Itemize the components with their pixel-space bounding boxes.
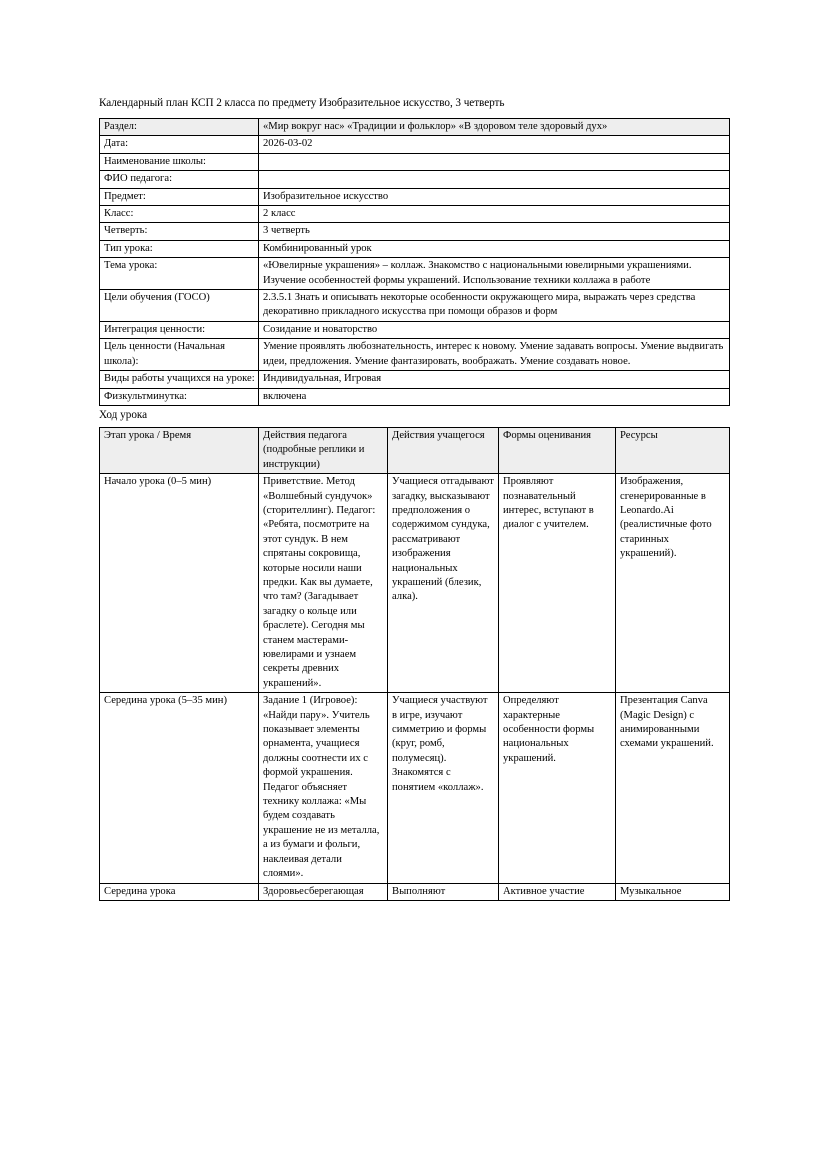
info-row-label: Дата: bbox=[100, 136, 259, 153]
table-row bbox=[100, 883, 730, 900]
table-row bbox=[100, 290, 730, 322]
lesson-info-table bbox=[99, 118, 730, 406]
table-row bbox=[100, 321, 730, 338]
table-row bbox=[100, 388, 730, 405]
info-row-label: Раздел: bbox=[100, 119, 259, 136]
column-header: Этап урока / Время bbox=[100, 427, 259, 473]
info-row-value: 2.3.5.1 Знать и описывать некоторые особенности окружающего мира, выражать через средства декоративно прикладного искусства при помощи образов и форм bbox=[259, 290, 730, 322]
teacher-actions-cell: Здоровьесберегающая bbox=[259, 883, 388, 900]
info-row-label: Предмет: bbox=[100, 188, 259, 205]
resources-cell: Музыкальное bbox=[616, 883, 730, 900]
lesson-flow-table bbox=[99, 427, 730, 901]
table-row bbox=[100, 223, 730, 240]
lesson-flow-label: Ход урока bbox=[99, 408, 148, 421]
info-row-label: Тема урока: bbox=[100, 258, 259, 290]
table-row bbox=[100, 474, 730, 693]
info-row-label: Физкультминутка: bbox=[100, 388, 259, 405]
table-row bbox=[100, 188, 730, 205]
table-row bbox=[100, 136, 730, 153]
info-row-value: Индивидуальная, Игровая bbox=[259, 371, 730, 388]
student-actions-cell: Выполняют bbox=[388, 883, 499, 900]
stage-cell: Начало урока (0–5 мин) bbox=[100, 474, 259, 693]
info-row-label: Цель ценности (Начальная школа): bbox=[100, 339, 259, 371]
info-row-label: Класс: bbox=[100, 206, 259, 223]
table-row bbox=[100, 171, 730, 188]
table-row bbox=[100, 693, 730, 883]
info-row-value: Созидание и новаторство bbox=[259, 321, 730, 338]
teacher-actions-cell: Задание 1 (Игровое): «Найди пару». Учитель показывает элементы орнамента, учащиеся должны соотнести их с формой украшения. Педагог объясняет технику коллажа: «Мы будем создавать украшение не из металла, а из бумаги и фольги, наклеивая детали слоями». bbox=[259, 693, 388, 883]
info-row-value: «Мир вокруг нас» «Традиции и фольклор» «В здоровом теле здоровый дух» bbox=[259, 119, 730, 136]
assessment-forms-cell: Проявляют познавательный интерес, вступают в диалог с учителем. bbox=[499, 474, 616, 693]
info-row-value: включена bbox=[259, 388, 730, 405]
document-page bbox=[99, 96, 729, 901]
info-row-value bbox=[259, 153, 730, 170]
page-title: Календарный план КСП 2 класса по предмету Изобразительное искусство, 3 четверть bbox=[99, 97, 505, 109]
info-row-value: «Ювелирные украшения» – коллаж. Знакомство с национальными ювелирными украшениями. Изучение особенностей формы украшений. Использование техники коллажа в работе bbox=[259, 258, 730, 290]
resources-cell: Изображения, сгенерированные в Leonardo.Ai (реалистичные фото старинных украшений). bbox=[616, 474, 730, 693]
info-row-label: Виды работы учащихся на уроке: bbox=[100, 371, 259, 388]
column-header: Действия педагога (подробные реплики и инструкции) bbox=[259, 427, 388, 473]
table-row bbox=[100, 119, 730, 136]
column-header: Ресурсы bbox=[616, 427, 730, 473]
column-header: Действия учащегося bbox=[388, 427, 499, 473]
info-row-label: Четверть: bbox=[100, 223, 259, 240]
teacher-actions-cell: Приветствие. Метод «Волшебный сундучок» (сторителлинг). Педагог: «Ребята, посмотрите на этот сундук. В нем спрятаны сокровища, которые носили наши предки. Как вы думаете, что там? (Загадывает загадку о кольце или браслете). Сегодня мы станем мастерами-ювелирами и узнаем секреты древних украшений». bbox=[259, 474, 388, 693]
table-row bbox=[100, 258, 730, 290]
table-header-row bbox=[100, 427, 730, 473]
student-actions-cell: Учащиеся отгадывают загадку, высказывают предположения о содержимом сундука, рассматривают изображения национальных украшений (блезик, алка). bbox=[388, 474, 499, 693]
table-row bbox=[100, 153, 730, 170]
info-row-label: Цели обучения (ГОСО) bbox=[100, 290, 259, 322]
info-row-label: Тип урока: bbox=[100, 240, 259, 257]
column-header: Формы оценивания bbox=[499, 427, 616, 473]
table-row bbox=[100, 206, 730, 223]
info-row-label: Интеграция ценности: bbox=[100, 321, 259, 338]
info-row-value: Умение проявлять любознательность, интерес к новому. Умение задавать вопросы. Умение выдвигать идеи, предложения. Умение фантазировать, воображать. Умение создавать новое. bbox=[259, 339, 730, 371]
table-row bbox=[100, 339, 730, 371]
assessment-forms-cell: Определяют характерные особенности формы национальных украшений. bbox=[499, 693, 616, 883]
info-row-label: ФИО педагога: bbox=[100, 171, 259, 188]
resources-cell: Презентация Canva (Magic Design) с анимированными схемами украшений. bbox=[616, 693, 730, 883]
table-row bbox=[100, 240, 730, 257]
student-actions-cell: Учащиеся участвуют в игре, изучают симметрию и формы (круг, ромб, полумесяц). Знакомятся с понятием «коллаж». bbox=[388, 693, 499, 883]
info-row-value: Комбинированный урок bbox=[259, 240, 730, 257]
info-row-value: 2 класс bbox=[259, 206, 730, 223]
info-row-value: 2026-03-02 bbox=[259, 136, 730, 153]
info-row-value bbox=[259, 171, 730, 188]
table-row bbox=[100, 371, 730, 388]
info-row-value: 3 четверть bbox=[259, 223, 730, 240]
assessment-forms-cell: Активное участие bbox=[499, 883, 616, 900]
info-row-value: Изобразительное искусство bbox=[259, 188, 730, 205]
info-row-label: Наименование школы: bbox=[100, 153, 259, 170]
stage-cell: Середина урока (5–35 мин) bbox=[100, 693, 259, 883]
stage-cell: Середина урока bbox=[100, 883, 259, 900]
